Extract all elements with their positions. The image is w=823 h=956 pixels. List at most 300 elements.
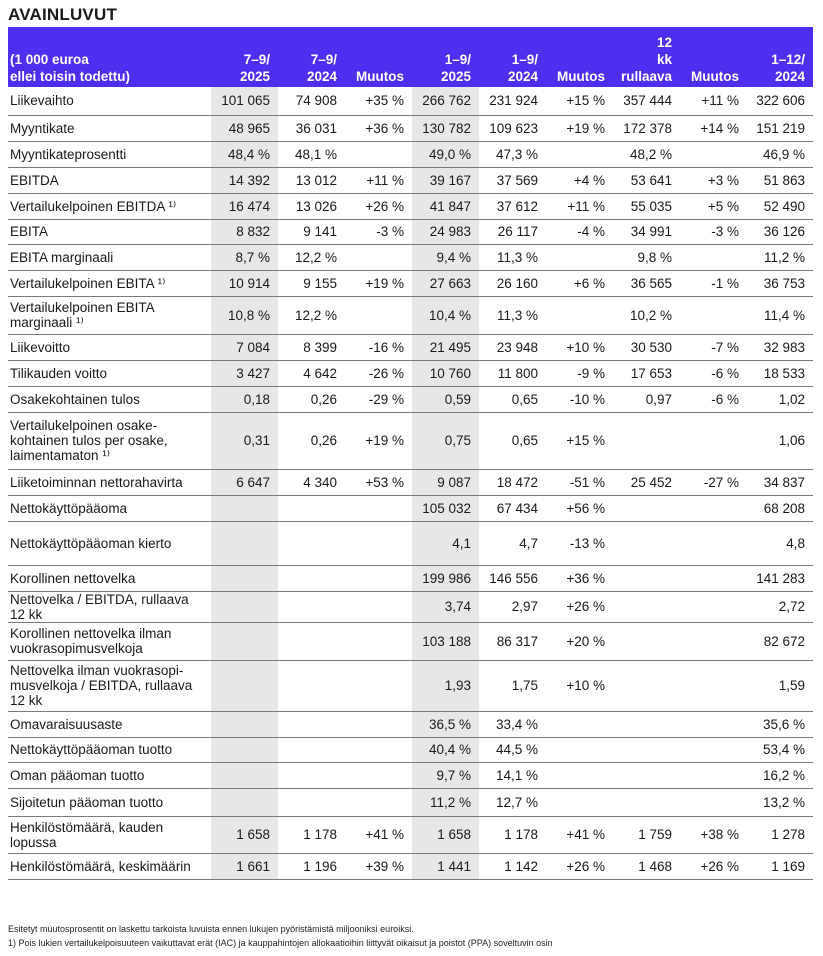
cell-col-6: 34 991 <box>613 219 680 244</box>
cell-col-1: 0,26 <box>278 412 345 469</box>
header-col-6: 12 kk rullaava <box>613 27 680 87</box>
cell-col-3: 1 658 <box>412 816 479 853</box>
cell-col-8: 82 672 <box>747 622 813 660</box>
cell-col-0: 1 661 <box>211 853 278 879</box>
table-row <box>8 622 813 660</box>
cell-col-7: -1 % <box>680 270 747 296</box>
cell-col-0 <box>211 762 278 788</box>
cell-col-4: 1 178 <box>479 816 546 853</box>
cell-col-7: -27 % <box>680 469 747 495</box>
cell-col-2 <box>345 591 412 622</box>
cell-col-0: 101 065 <box>211 87 278 115</box>
cell-col-8: 46,9 % <box>747 141 813 167</box>
cell-col-2 <box>345 660 412 711</box>
cell-col-8: 1,02 <box>747 386 813 412</box>
cell-col-7 <box>680 565 747 591</box>
cell-col-4: 1,75 <box>479 660 546 711</box>
cell-col-5: -51 % <box>546 469 613 495</box>
cell-col-0 <box>211 788 278 816</box>
cell-col-0 <box>211 737 278 762</box>
cell-col-8: 13,2 % <box>747 788 813 816</box>
row-label: Oman pääoman tuotto <box>8 762 211 788</box>
cell-col-4: 146 556 <box>479 565 546 591</box>
cell-col-7 <box>680 788 747 816</box>
table-row <box>8 469 813 495</box>
cell-col-2 <box>345 622 412 660</box>
cell-col-3: 1,93 <box>412 660 479 711</box>
cell-col-6 <box>613 495 680 521</box>
cell-col-1: 12,2 % <box>278 296 345 334</box>
cell-col-0: 14 392 <box>211 167 278 193</box>
cell-col-4: 67 434 <box>479 495 546 521</box>
cell-col-5: -4 % <box>546 219 613 244</box>
cell-col-1: 74 908 <box>278 87 345 115</box>
cell-col-2: -29 % <box>345 386 412 412</box>
cell-col-7 <box>680 296 747 334</box>
cell-col-4: 2,97 <box>479 591 546 622</box>
cell-col-5 <box>546 141 613 167</box>
cell-col-5: +19 % <box>546 115 613 141</box>
cell-col-4: 11,3 % <box>479 296 546 334</box>
cell-col-8: 11,2 % <box>747 244 813 270</box>
row-label: Nettovelka ilman vuokrasopi- musvelkoja / EBITDA, rullaava 12 kk <box>8 660 211 711</box>
cell-col-6: 25 452 <box>613 469 680 495</box>
table-row <box>8 334 813 360</box>
cell-col-0: 48 965 <box>211 115 278 141</box>
cell-col-3: 24 983 <box>412 219 479 244</box>
cell-col-3: 103 188 <box>412 622 479 660</box>
cell-col-5: +36 % <box>546 565 613 591</box>
footnote-rounding: Esitetyt muutosprosentit on laskettu tarkoista luvuista ennen lukujen pyöristämistä miljooniksi euroiksi. <box>8 924 414 934</box>
cell-col-2: -3 % <box>345 219 412 244</box>
cell-col-4: 12,7 % <box>479 788 546 816</box>
cell-col-5: -10 % <box>546 386 613 412</box>
cell-col-6 <box>613 412 680 469</box>
cell-col-0: 1 658 <box>211 816 278 853</box>
cell-col-5: +6 % <box>546 270 613 296</box>
cell-col-1: 13 026 <box>278 193 345 219</box>
cell-col-6: 1 759 <box>613 816 680 853</box>
row-label: Osakekohtainen tulos <box>8 386 211 412</box>
table-row <box>8 141 813 167</box>
row-label: Myyntikate <box>8 115 211 141</box>
cell-col-6 <box>613 565 680 591</box>
cell-col-3: 266 762 <box>412 87 479 115</box>
cell-col-7 <box>680 591 747 622</box>
cell-col-2: +26 % <box>345 193 412 219</box>
cell-col-2 <box>345 244 412 270</box>
cell-col-8: 322 606 <box>747 87 813 115</box>
cell-col-3: 3,74 <box>412 591 479 622</box>
row-label: Nettokäyttöpääoma <box>8 495 211 521</box>
header-label: (1 000 euroa ellei toisin todettu) <box>8 27 211 87</box>
cell-col-5: +11 % <box>546 193 613 219</box>
table-row <box>8 115 813 141</box>
cell-col-1: 8 399 <box>278 334 345 360</box>
cell-col-7 <box>680 495 747 521</box>
cell-col-2 <box>345 762 412 788</box>
cell-col-4: 0,65 <box>479 386 546 412</box>
cell-col-7: -3 % <box>680 219 747 244</box>
cell-col-7: +26 % <box>680 853 747 879</box>
cell-col-3: 27 663 <box>412 270 479 296</box>
table-row <box>8 360 813 386</box>
cell-col-1: 9 141 <box>278 219 345 244</box>
header-col-3: 1–9/ 2025 <box>412 27 479 87</box>
cell-col-4: 37 612 <box>479 193 546 219</box>
cell-col-1 <box>278 711 345 737</box>
cell-col-8: 151 219 <box>747 115 813 141</box>
row-label: Nettokäyttöpääoman kierto <box>8 521 211 565</box>
cell-col-7: +5 % <box>680 193 747 219</box>
cell-col-5: +4 % <box>546 167 613 193</box>
row-label: Korollinen nettovelka <box>8 565 211 591</box>
row-label: Omavaraisuusaste <box>8 711 211 737</box>
cell-col-8: 1,59 <box>747 660 813 711</box>
table-row <box>8 660 813 711</box>
cell-col-7: +11 % <box>680 87 747 115</box>
cell-col-8: 18 533 <box>747 360 813 386</box>
cell-col-6: 357 444 <box>613 87 680 115</box>
cell-col-3: 10,4 % <box>412 296 479 334</box>
cell-col-1 <box>278 762 345 788</box>
header-row <box>8 27 813 87</box>
cell-col-2: +41 % <box>345 816 412 853</box>
cell-col-1: 4 642 <box>278 360 345 386</box>
cell-col-4: 44,5 % <box>479 737 546 762</box>
cell-col-8: 34 837 <box>747 469 813 495</box>
cell-col-0: 8 832 <box>211 219 278 244</box>
cell-col-7: -7 % <box>680 334 747 360</box>
row-label: Tilikauden voitto <box>8 360 211 386</box>
cell-col-5: +26 % <box>546 591 613 622</box>
header-col-1: 7–9/ 2024 <box>278 27 345 87</box>
cell-col-8: 36 126 <box>747 219 813 244</box>
header-col-5: Muutos <box>546 27 613 87</box>
cell-col-1 <box>278 565 345 591</box>
table-row <box>8 737 813 762</box>
cell-col-5 <box>546 737 613 762</box>
cell-col-5: +56 % <box>546 495 613 521</box>
cell-col-1: 4 340 <box>278 469 345 495</box>
cell-col-3: 4,1 <box>412 521 479 565</box>
cell-col-7 <box>680 622 747 660</box>
cell-col-4: 47,3 % <box>479 141 546 167</box>
table-row <box>8 565 813 591</box>
cell-col-7: -6 % <box>680 386 747 412</box>
cell-col-6 <box>613 711 680 737</box>
cell-col-1 <box>278 495 345 521</box>
cell-col-8: 1,06 <box>747 412 813 469</box>
cell-col-3: 9 087 <box>412 469 479 495</box>
cell-col-7 <box>680 244 747 270</box>
cell-col-1: 12,2 % <box>278 244 345 270</box>
cell-col-1 <box>278 521 345 565</box>
cell-col-6 <box>613 788 680 816</box>
cell-col-2: -16 % <box>345 334 412 360</box>
cell-col-4: 37 569 <box>479 167 546 193</box>
header-col-0: 7–9/ 2025 <box>211 27 278 87</box>
cell-col-5: -9 % <box>546 360 613 386</box>
cell-col-5: +41 % <box>546 816 613 853</box>
cell-col-2 <box>345 711 412 737</box>
row-label: EBITA marginaali <box>8 244 211 270</box>
table-row <box>8 386 813 412</box>
cell-col-3: 10 760 <box>412 360 479 386</box>
cell-col-1 <box>278 591 345 622</box>
cell-col-3: 41 847 <box>412 193 479 219</box>
cell-col-8: 53,4 % <box>747 737 813 762</box>
header-col-2: Muutos <box>345 27 412 87</box>
cell-col-2 <box>345 141 412 167</box>
cell-col-4: 18 472 <box>479 469 546 495</box>
cell-col-1: 1 196 <box>278 853 345 879</box>
cell-col-3: 105 032 <box>412 495 479 521</box>
cell-col-4: 4,7 <box>479 521 546 565</box>
cell-col-7: +14 % <box>680 115 747 141</box>
cell-col-3: 199 986 <box>412 565 479 591</box>
cell-col-1: 0,26 <box>278 386 345 412</box>
table-row <box>8 521 813 565</box>
table-row <box>8 296 813 334</box>
cell-col-7 <box>680 141 747 167</box>
cell-col-6 <box>613 622 680 660</box>
cell-col-3: 36,5 % <box>412 711 479 737</box>
row-label: Vertailukelpoinen EBITDA ¹⁾ <box>8 193 211 219</box>
cell-col-5: +15 % <box>546 412 613 469</box>
table-row <box>8 495 813 521</box>
cell-col-5: +15 % <box>546 87 613 115</box>
cell-col-0: 0,18 <box>211 386 278 412</box>
cell-col-4: 0,65 <box>479 412 546 469</box>
row-label: Liiketoiminnan nettorahavirta <box>8 469 211 495</box>
cell-col-5 <box>546 711 613 737</box>
row-label: Korollinen nettovelka ilman vuokrasopimusvelkoja <box>8 622 211 660</box>
cell-col-4: 11 800 <box>479 360 546 386</box>
table-row <box>8 711 813 737</box>
table-row <box>8 853 813 879</box>
cell-col-5: -13 % <box>546 521 613 565</box>
cell-col-6 <box>613 521 680 565</box>
cell-col-7 <box>680 711 747 737</box>
cell-col-2 <box>345 521 412 565</box>
row-label: Myyntikateprosentti <box>8 141 211 167</box>
cell-col-0: 10 914 <box>211 270 278 296</box>
cell-col-3: 1 441 <box>412 853 479 879</box>
cell-col-3: 130 782 <box>412 115 479 141</box>
cell-col-6: 10,2 % <box>613 296 680 334</box>
row-label: Henkilöstömäärä, keskimäärin <box>8 853 211 879</box>
table-row <box>8 87 813 115</box>
cell-col-6 <box>613 591 680 622</box>
cell-col-8: 141 283 <box>747 565 813 591</box>
row-label: Sijoitetun pääoman tuotto <box>8 788 211 816</box>
cell-col-0 <box>211 565 278 591</box>
cell-col-7: -6 % <box>680 360 747 386</box>
cell-col-5: +26 % <box>546 853 613 879</box>
cell-col-6: 9,8 % <box>613 244 680 270</box>
cell-col-5 <box>546 762 613 788</box>
cell-col-7 <box>680 521 747 565</box>
header-col-8: 1–12/ 2024 <box>747 27 813 87</box>
cell-col-0 <box>211 495 278 521</box>
table-row <box>8 244 813 270</box>
cell-col-3: 39 167 <box>412 167 479 193</box>
cell-col-5: +10 % <box>546 334 613 360</box>
row-label: Liikevaihto <box>8 87 211 115</box>
cell-col-4: 1 142 <box>479 853 546 879</box>
table-row <box>8 762 813 788</box>
cell-col-6: 1 468 <box>613 853 680 879</box>
row-label: Nettovelka / EBITDA, rullaava 12 kk <box>8 591 211 622</box>
cell-col-3: 0,75 <box>412 412 479 469</box>
cell-col-6: 17 653 <box>613 360 680 386</box>
cell-col-5: +10 % <box>546 660 613 711</box>
key-figures-table <box>8 27 813 880</box>
cell-col-7 <box>680 660 747 711</box>
cell-col-7 <box>680 412 747 469</box>
cell-col-2: +11 % <box>345 167 412 193</box>
cell-col-1 <box>278 660 345 711</box>
cell-col-8: 1 169 <box>747 853 813 879</box>
cell-col-4: 231 924 <box>479 87 546 115</box>
cell-col-8: 1 278 <box>747 816 813 853</box>
row-label: Vertailukelpoinen EBITA marginaali ¹⁾ <box>8 296 211 334</box>
cell-col-7 <box>680 762 747 788</box>
cell-col-6: 172 378 <box>613 115 680 141</box>
cell-col-2: +53 % <box>345 469 412 495</box>
cell-col-7: +3 % <box>680 167 747 193</box>
cell-col-1: 48,1 % <box>278 141 345 167</box>
cell-col-1 <box>278 622 345 660</box>
table-row <box>8 816 813 853</box>
cell-col-3: 40,4 % <box>412 737 479 762</box>
cell-col-0 <box>211 521 278 565</box>
cell-col-6: 55 035 <box>613 193 680 219</box>
cell-col-8: 51 863 <box>747 167 813 193</box>
row-label: Vertailukelpoinen EBITA ¹⁾ <box>8 270 211 296</box>
cell-col-0: 8,7 % <box>211 244 278 270</box>
cell-col-0: 10,8 % <box>211 296 278 334</box>
header-col-7: Muutos <box>680 27 747 87</box>
table-row <box>8 591 813 622</box>
cell-col-6: 36 565 <box>613 270 680 296</box>
cell-col-2 <box>345 495 412 521</box>
cell-col-6: 53 641 <box>613 167 680 193</box>
cell-col-1: 36 031 <box>278 115 345 141</box>
cell-col-3: 11,2 % <box>412 788 479 816</box>
cell-col-5 <box>546 296 613 334</box>
cell-col-2: +35 % <box>345 87 412 115</box>
cell-col-2 <box>345 565 412 591</box>
cell-col-0: 0,31 <box>211 412 278 469</box>
cell-col-4: 26 160 <box>479 270 546 296</box>
cell-col-8: 35,6 % <box>747 711 813 737</box>
footnote-iac: 1) Pois lukien vertailukelpoisuuteen vaikuttavat erät (IAC) ja kauppahintojen allokaatioihin liittyvät oikaisut ja poistot (PPA) soveltuvin osin <box>8 938 553 948</box>
cell-col-8: 11,4 % <box>747 296 813 334</box>
cell-col-6: 48,2 % <box>613 141 680 167</box>
table-row <box>8 412 813 469</box>
cell-col-3: 21 495 <box>412 334 479 360</box>
header-col-4: 1–9/ 2024 <box>479 27 546 87</box>
table-row <box>8 193 813 219</box>
cell-col-8: 2,72 <box>747 591 813 622</box>
cell-col-0: 48,4 % <box>211 141 278 167</box>
cell-col-4: 33,4 % <box>479 711 546 737</box>
cell-col-6 <box>613 762 680 788</box>
cell-col-3: 49,0 % <box>412 141 479 167</box>
cell-col-7 <box>680 737 747 762</box>
cell-col-2: +19 % <box>345 412 412 469</box>
table-row <box>8 788 813 816</box>
cell-col-7: +38 % <box>680 816 747 853</box>
cell-col-6 <box>613 660 680 711</box>
cell-col-5: +20 % <box>546 622 613 660</box>
cell-col-2: -26 % <box>345 360 412 386</box>
cell-col-8: 52 490 <box>747 193 813 219</box>
table-row <box>8 270 813 296</box>
row-label: Liikevoitto <box>8 334 211 360</box>
page-title: AVAINLUVUT <box>8 5 118 24</box>
cell-col-4: 23 948 <box>479 334 546 360</box>
cell-col-3: 0,59 <box>412 386 479 412</box>
cell-col-2: +19 % <box>345 270 412 296</box>
table-row <box>8 167 813 193</box>
cell-col-4: 11,3 % <box>479 244 546 270</box>
table-body <box>8 87 813 879</box>
cell-col-1: 1 178 <box>278 816 345 853</box>
cell-col-5 <box>546 244 613 270</box>
cell-col-4: 109 623 <box>479 115 546 141</box>
cell-col-0: 7 084 <box>211 334 278 360</box>
cell-col-6: 30 530 <box>613 334 680 360</box>
cell-col-8: 16,2 % <box>747 762 813 788</box>
cell-col-8: 68 208 <box>747 495 813 521</box>
cell-col-2: +36 % <box>345 115 412 141</box>
cell-col-4: 14,1 % <box>479 762 546 788</box>
cell-col-0: 16 474 <box>211 193 278 219</box>
cell-col-4: 26 117 <box>479 219 546 244</box>
cell-col-8: 32 983 <box>747 334 813 360</box>
cell-col-2 <box>345 788 412 816</box>
cell-col-8: 4,8 <box>747 521 813 565</box>
cell-col-8: 36 753 <box>747 270 813 296</box>
cell-col-5 <box>546 788 613 816</box>
cell-col-0: 3 427 <box>211 360 278 386</box>
cell-col-6 <box>613 737 680 762</box>
cell-col-6: 0,97 <box>613 386 680 412</box>
table-row <box>8 219 813 244</box>
cell-col-1: 9 155 <box>278 270 345 296</box>
cell-col-1 <box>278 737 345 762</box>
row-label: Henkilöstömäärä, kauden lopussa <box>8 816 211 853</box>
cell-col-0: 6 647 <box>211 469 278 495</box>
row-label: EBITA <box>8 219 211 244</box>
row-label: EBITDA <box>8 167 211 193</box>
cell-col-3: 9,4 % <box>412 244 479 270</box>
cell-col-3: 9,7 % <box>412 762 479 788</box>
cell-col-0 <box>211 660 278 711</box>
cell-col-0 <box>211 622 278 660</box>
cell-col-0 <box>211 591 278 622</box>
cell-col-2 <box>345 737 412 762</box>
cell-col-4: 86 317 <box>479 622 546 660</box>
row-label: Nettokäyttöpääoman tuotto <box>8 737 211 762</box>
cell-col-0 <box>211 711 278 737</box>
cell-col-2 <box>345 296 412 334</box>
cell-col-1 <box>278 788 345 816</box>
cell-col-1: 13 012 <box>278 167 345 193</box>
